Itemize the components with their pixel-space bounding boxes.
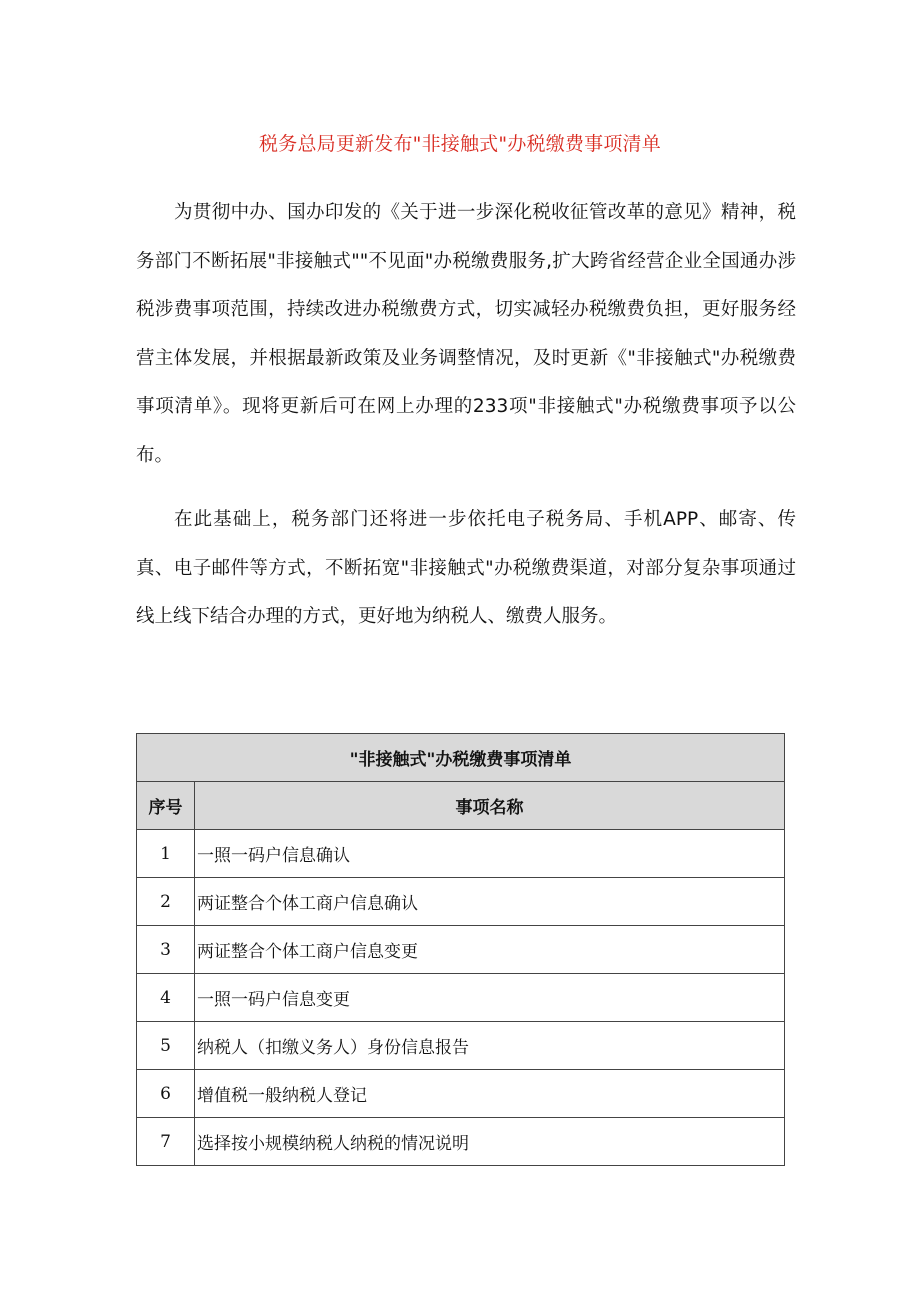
matters-table: [136, 733, 785, 1166]
table-caption: "非接触式"办税缴费事项清单: [137, 734, 785, 782]
row-number: 6: [137, 1070, 195, 1118]
row-name: 一照一码户信息确认: [195, 830, 785, 878]
row-number: 7: [137, 1118, 195, 1166]
table-row: [137, 1118, 785, 1166]
table-caption-row: [137, 734, 785, 782]
header-number: 序号: [137, 782, 195, 830]
header-name: 事项名称: [195, 782, 785, 830]
row-name: 两证整合个体工商户信息确认: [195, 878, 785, 926]
table-row: [137, 926, 785, 974]
row-name: 纳税人（扣缴义务人）身份信息报告: [195, 1022, 785, 1070]
row-name: 选择按小规模纳税人纳税的情况说明: [195, 1118, 785, 1166]
page-title: 税务总局更新发布"非接触式"办税缴费事项清单: [259, 133, 661, 155]
row-number: 2: [137, 878, 195, 926]
row-number: 4: [137, 974, 195, 1022]
row-number: 5: [137, 1022, 195, 1070]
channel-paragraph: 在此基础上，税务部门还将进一步依托电子税务局、手机APP、邮寄、传真、电子邮件等方式，不断拓宽"非接触式"办税缴费渠道，对部分复杂事项通过线上线下结合办理的方式，更好地为纳税人、缴费人服务。: [136, 509, 796, 628]
row-name: 一照一码户信息变更: [195, 974, 785, 1022]
table-row: [137, 1070, 785, 1118]
table-header-row: [137, 782, 785, 830]
row-name: 两证整合个体工商户信息变更: [195, 926, 785, 974]
row-name: 增值税一般纳税人登记: [195, 1070, 785, 1118]
table-row: [137, 878, 785, 926]
table-row: [137, 1022, 785, 1070]
row-number: 3: [137, 926, 195, 974]
table-row: [137, 830, 785, 878]
row-number: 1: [137, 830, 195, 878]
intro-paragraph: 为贯彻中办、国办印发的《关于进一步深化税收征管改革的意见》精神，税务部门不断拓展"非接触式""不见面"办税缴费服务,扩大跨省经营企业全国通办涉税涉费事项范围，持续改进办税缴费方式，切实减轻办税缴费负担，更好服务经营主体发展，并根据最新政策及业务调整情况，及时更新《"非接触式"办税缴费事项清单》。现将更新后可在网上办理的233项"非接触式"办税缴费事项予以公布。: [136, 202, 796, 466]
table-row: [137, 974, 785, 1022]
